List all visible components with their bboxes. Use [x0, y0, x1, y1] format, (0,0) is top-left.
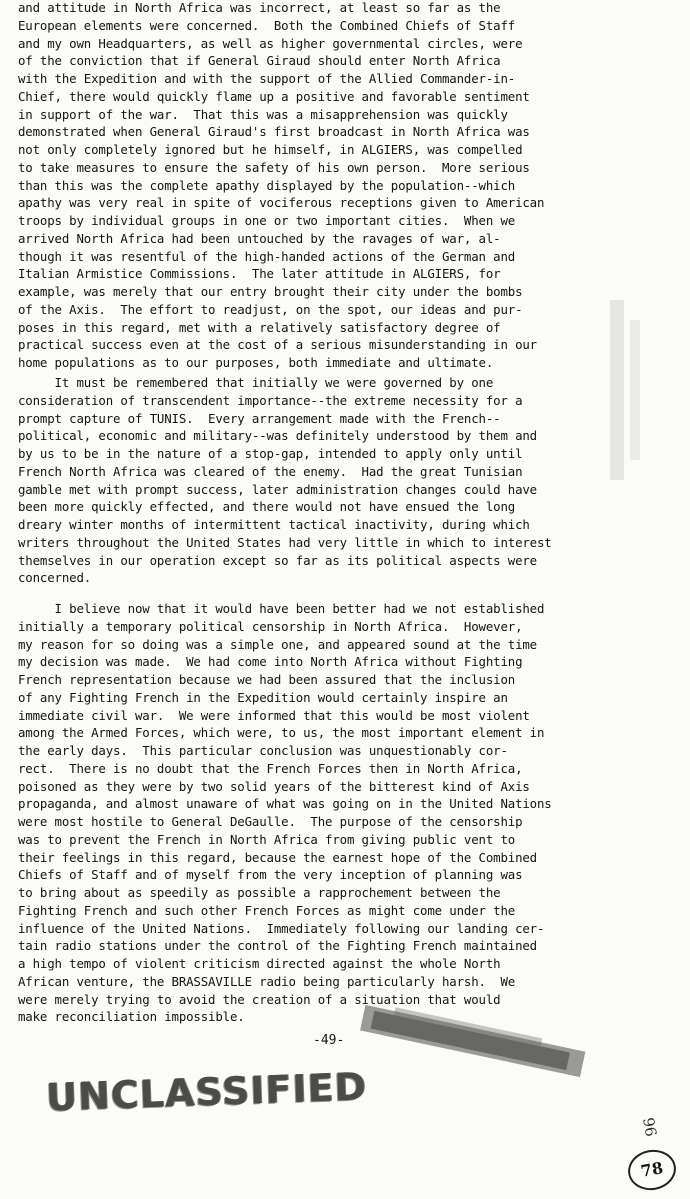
text-line: concerned. [18, 570, 92, 586]
handwritten-number: 96 [639, 1116, 661, 1138]
text-line: was to prevent the French in North Africa from giving public vent to [18, 831, 516, 847]
text-line: political, economic and military--was definitely understood by them and [18, 428, 537, 444]
text-line: themselves in our operation except so far as its political aspects were [18, 552, 537, 568]
redaction-smudge [358, 999, 586, 1085]
text-line: with the Expedition and with the support of the Allied Commander-in- [18, 71, 516, 86]
text-line: in support of the war. That this was a misapprehension was quickly [18, 106, 508, 122]
text-line: been more quickly effected, and there would not have ensued the long [18, 499, 516, 515]
text-line: though it was resentful of the high-handed actions of the German and [18, 248, 516, 264]
text-line: of the conviction that if General Giraud should enter North Africa [18, 53, 501, 69]
text-line: were most hostile to General DeGaulle. The purpose of the censorship [18, 814, 523, 829]
text-line: apathy was very real in spite of vociferous receptions given to American [18, 195, 545, 211]
text-line: of the Axis. The effort to readjust, on the spot, our ideas and pur- [18, 301, 523, 317]
text-line: Fighting French and such other French Forces as might come under the [18, 902, 516, 918]
text-line: and attitude in North Africa was incorrect, at least so far as the [18, 0, 501, 15]
text-line: rect. There is no doubt that the French Forces then in North Africa, [18, 760, 523, 776]
text-line: tain radio stations under the control of the Fighting French maintained [18, 938, 537, 954]
margin-stamp-residue [600, 300, 660, 480]
text-line: African venture, the BRASSAVILLE radio being particularly harsh. We [18, 973, 516, 989]
page-number: -49- [313, 1033, 345, 1048]
circled-page-number: 78 [625, 1146, 679, 1194]
text-line: not only completely ignored but he himself, in ALGIERS, was compelled [18, 142, 523, 157]
text-line: initially a temporary political censorship in North Africa. However, [18, 618, 523, 634]
text-line: Chief, there would quickly flame up a positive and favorable sentiment [18, 88, 530, 104]
text-line: propaganda, and almost unaware of what was going on in the United Nations [18, 796, 552, 812]
text-line: my reason for so doing was a simple one, and appeared sound at the time [18, 636, 537, 652]
text-line: make reconciliation impossible. [18, 1009, 245, 1025]
text-line: It must be remembered that initially we were governed by one [18, 375, 494, 390]
text-line: arrived North Africa had been untouched by the ravages of war, al- [18, 230, 501, 246]
text-line: were merely trying to avoid the creation of a situation that would [18, 991, 501, 1007]
text-line: to take measures to ensure the safety of his own person. More serious [18, 159, 530, 175]
text-line: French representation because we had been assured that the inclusion [18, 672, 516, 687]
text-line: example, was merely that our entry brought their city under the bombs [18, 284, 523, 299]
text-line: their feelings in this regard, because the earnest hope of the Combined [18, 849, 537, 865]
text-line: Italian Armistice Commissions. The later attitude in ALGIERS, for [18, 266, 501, 282]
text-line: than this was the complete apathy displayed by the population--which [18, 177, 516, 193]
text-line: poisoned as they were by two solid years of the bitterest kind of Axis [18, 778, 530, 794]
text-line: of any Fighting French in the Expedition would certainly inspire an [18, 689, 508, 705]
text-line: to bring about as speedily as possible a rapprochement between the [18, 885, 501, 900]
text-line: a high tempo of violent criticism directed against the whole North [18, 956, 501, 971]
text-line: demonstrated when General Giraud's first broadcast in North Africa was [18, 124, 530, 140]
text-line: French North Africa was cleared of the enemy. Had the great Tunisian [18, 463, 523, 479]
text-line: dreary winter months of intermittent tactical inactivity, during which [18, 517, 530, 532]
text-line: the early days. This particular conclusion was unquestionably cor- [18, 743, 508, 758]
text-line: by us to be in the nature of a stop-gap, intended to apply only until [18, 446, 523, 461]
text-line: European elements were concerned. Both the Combined Chiefs of Staff [18, 17, 516, 33]
text-line: I believe now that it would have been better had we not established [18, 601, 545, 616]
text-line: home populations as to our purposes, both immediate and ultimate. [18, 355, 494, 370]
text-line: troops by individual groups in one or two important cities. When we [18, 213, 516, 228]
text-line: poses in this regard, met with a relatively satisfactory degree of [18, 319, 501, 335]
text-line: influence of the United Nations. Immediately following our landing cer- [18, 920, 545, 936]
text-line: consideration of transcendent importance--the extreme necessity for a [18, 392, 523, 408]
text-line: practical success even at the cost of a serious misunderstanding in our [18, 337, 537, 353]
text-line: Chiefs of Staff and of myself from the very inception of planning was [18, 867, 523, 883]
unclassified-stamp: UNCLASSIFIED [45, 1064, 368, 1120]
text-line: writers throughout the United States had very little in which to interest [18, 534, 552, 550]
text-line: my decision was made. We had come into North Africa without Fighting [18, 654, 523, 670]
text-line: among the Armed Forces, which were, to us, the most important element in [18, 725, 545, 741]
text-line: prompt capture of TUNIS. Every arrangement made with the French-- [18, 410, 501, 426]
text-line: and my own Headquarters, as well as higher governmental circles, were [18, 35, 523, 51]
text-line: gamble met with prompt success, later administration changes could have [18, 481, 537, 497]
text-line: immediate civil war. We were informed that this would be most violent [18, 707, 530, 723]
